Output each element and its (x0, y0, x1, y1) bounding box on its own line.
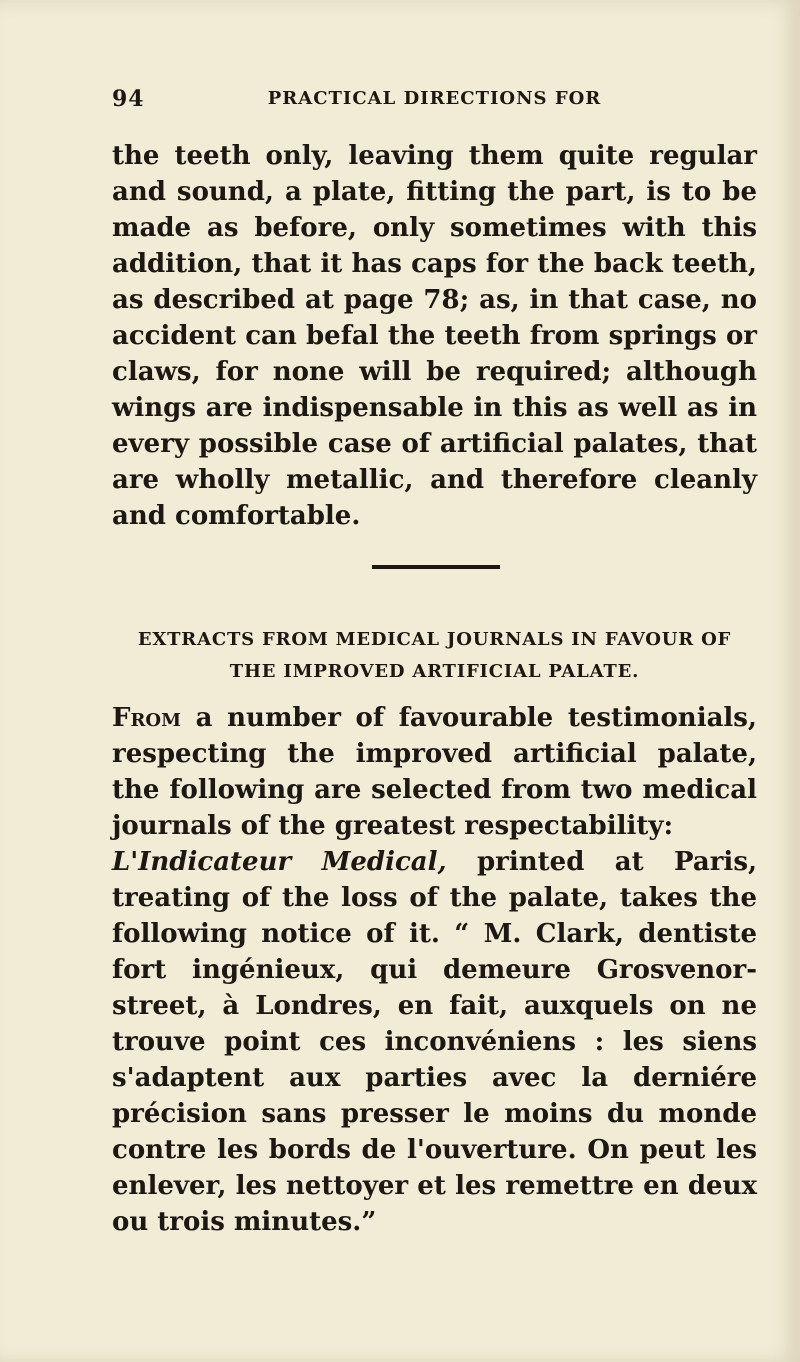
journal-title: L'Indicateur Medical, (112, 847, 447, 877)
section-heading-line2: THE IMPROVED ARTIFICIAL PALATE. (229, 661, 640, 682)
paragraph-lead: From (112, 703, 182, 733)
body-paragraph (112, 700, 757, 1240)
body-paragraph: the teeth only, leaving them quite regular and sound, a plate, fitting the part, is to be made as before, only sometimes with this addition, that it has caps for the back teeth, as described at page 78; as, in that case, no accident can befal the teeth from springs or claws, for none will be required; although wings are indispensable in this as well as in every possible case of artificial palates, that are wholly metallic, and therefore cleanly and comfortable. (112, 141, 757, 531)
section-heading (112, 624, 757, 688)
section-divider (372, 565, 500, 569)
page-header (112, 86, 757, 116)
section-heading-line1: EXTRACTS FROM MEDICAL JOURNALS IN FAVOUR OF (137, 629, 732, 650)
quotation-text: printed at Paris, treating of the loss of the palate, takes the following notice of it. “ M. Clark, dentiste fort ingénieux, qui demeure Grosvenor-street, à Londres, en fait, auxquels on ne trouve point ces inconvéniens : les siens s'adaptent aux parties avec la derniére précision sans presser le moins du monde contre les bords de l'ouverture. On peut les enlever, les nettoyer et les remettre en deux ou trois minutes.” (112, 847, 758, 1237)
intro-paragraph (112, 700, 757, 844)
page-number: 94 (112, 86, 145, 112)
running-head: PRACTICAL DIRECTIONS FOR (267, 88, 602, 109)
quotation-paragraph (112, 844, 757, 1240)
paragraph-text: a number of favourable testimonials, respecting the improved artificial palate, the following are selected from two medical journals of the greatest respectability: (112, 703, 757, 841)
